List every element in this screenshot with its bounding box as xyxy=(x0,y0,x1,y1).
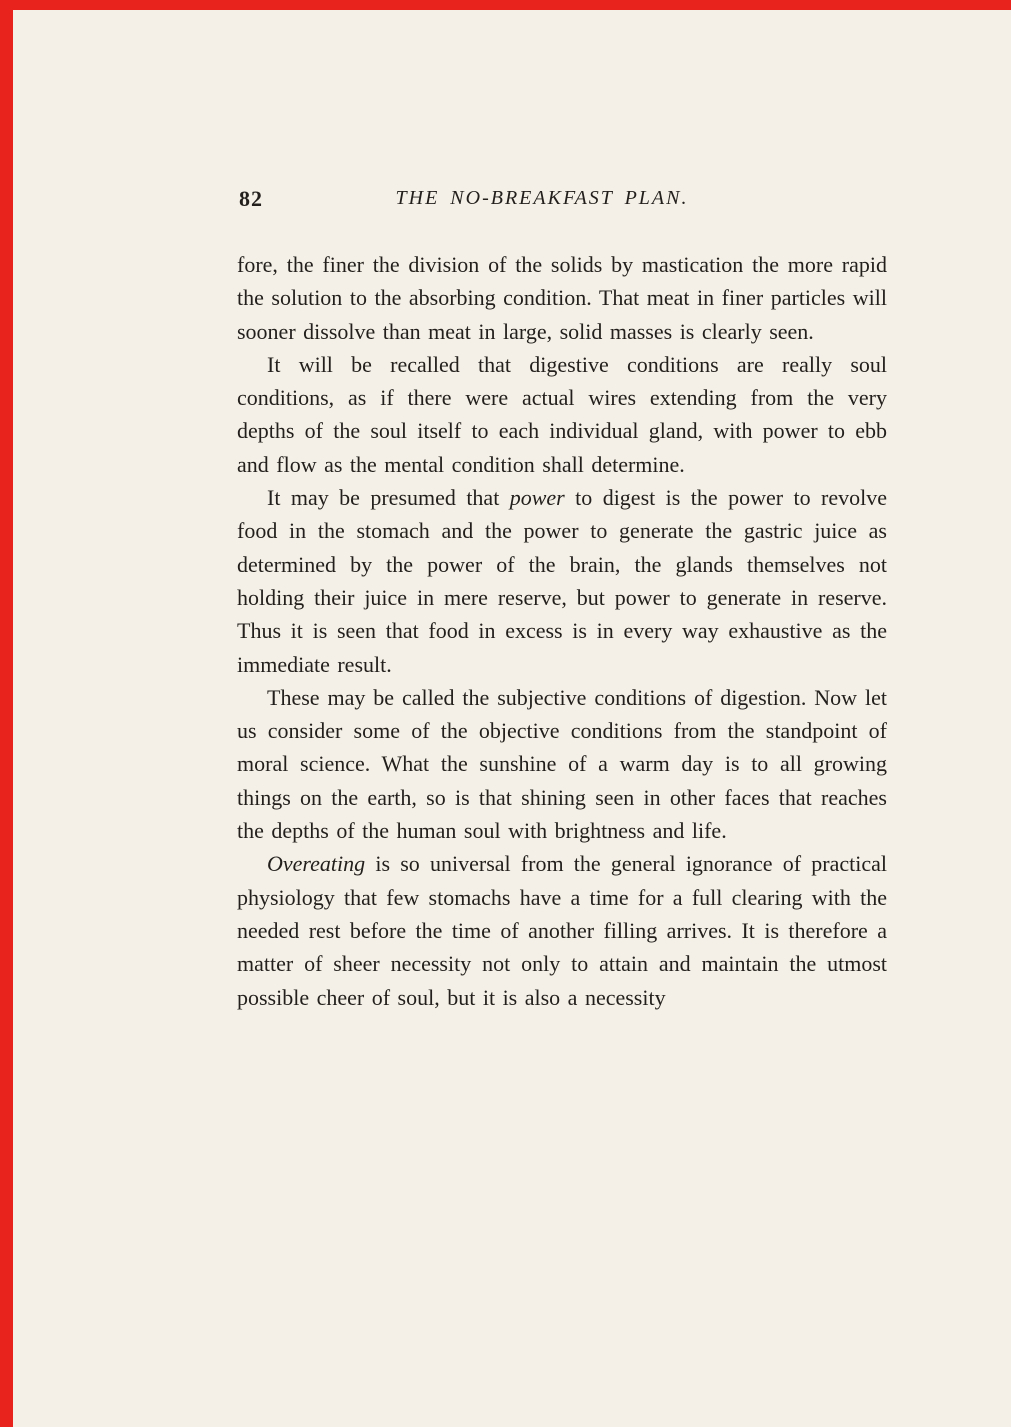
paragraph xyxy=(237,481,887,681)
paragraph xyxy=(237,847,887,1013)
italic-text: power xyxy=(509,485,565,511)
page-header xyxy=(237,186,887,220)
paragraph xyxy=(237,681,887,847)
page-content xyxy=(237,186,887,1014)
text-segment: fore, the finer the division of the solids by mastication the more rapid the solution to the absorbing condition. That meat in finer particles will sooner dissolve than meat in large, solid masses is clearly seen. xyxy=(237,252,887,344)
text-segment: is so universal from the general ignorance of practical physiology that few stomachs have a time for a full clearing with the needed rest before the time of another filling arrives. It is therefore a matter of sheer necessity not only to attain and maintain the utmost possible cheer of soul, but it is also a necessity xyxy=(237,851,887,1010)
text-segment: It will be recalled that digestive conditions are really soul conditions, as if there were actual wires extending from the very depths of the soul itself to each individual gland, with power to ebb and flow as the mental condition shall determine. xyxy=(237,351,887,477)
paragraph xyxy=(237,348,887,481)
text-segment: It may be presumed that xyxy=(267,485,510,511)
italic-text: Overeating xyxy=(267,851,366,877)
page-number: 82 xyxy=(239,186,263,211)
text-segment: These may be called the subjective conditions of digestion. Now let us consider some of the objective conditions from the standpoint of moral science. What the sunshine of a warm day is to all growing things on the earth, so is that shining seen in other faces that reaches the depths of the human soul with brightness and life. xyxy=(237,684,887,844)
text-segment: to digest is the power to revolve food in the stomach and the power to generate the gastric juice as determined by the power of the brain, the glands themselves not holding their juice in mere reserve, but power to generate in reserve. Thus it is seen that food in excess is in every way exhaustive as the immediate result. xyxy=(237,485,887,677)
scan-edge-top xyxy=(0,0,1011,10)
scan-edge-left xyxy=(0,0,13,1427)
text-block xyxy=(237,248,887,1014)
running-title: THE NO-BREAKFAST PLAN. xyxy=(395,187,689,209)
paragraph xyxy=(237,248,887,348)
